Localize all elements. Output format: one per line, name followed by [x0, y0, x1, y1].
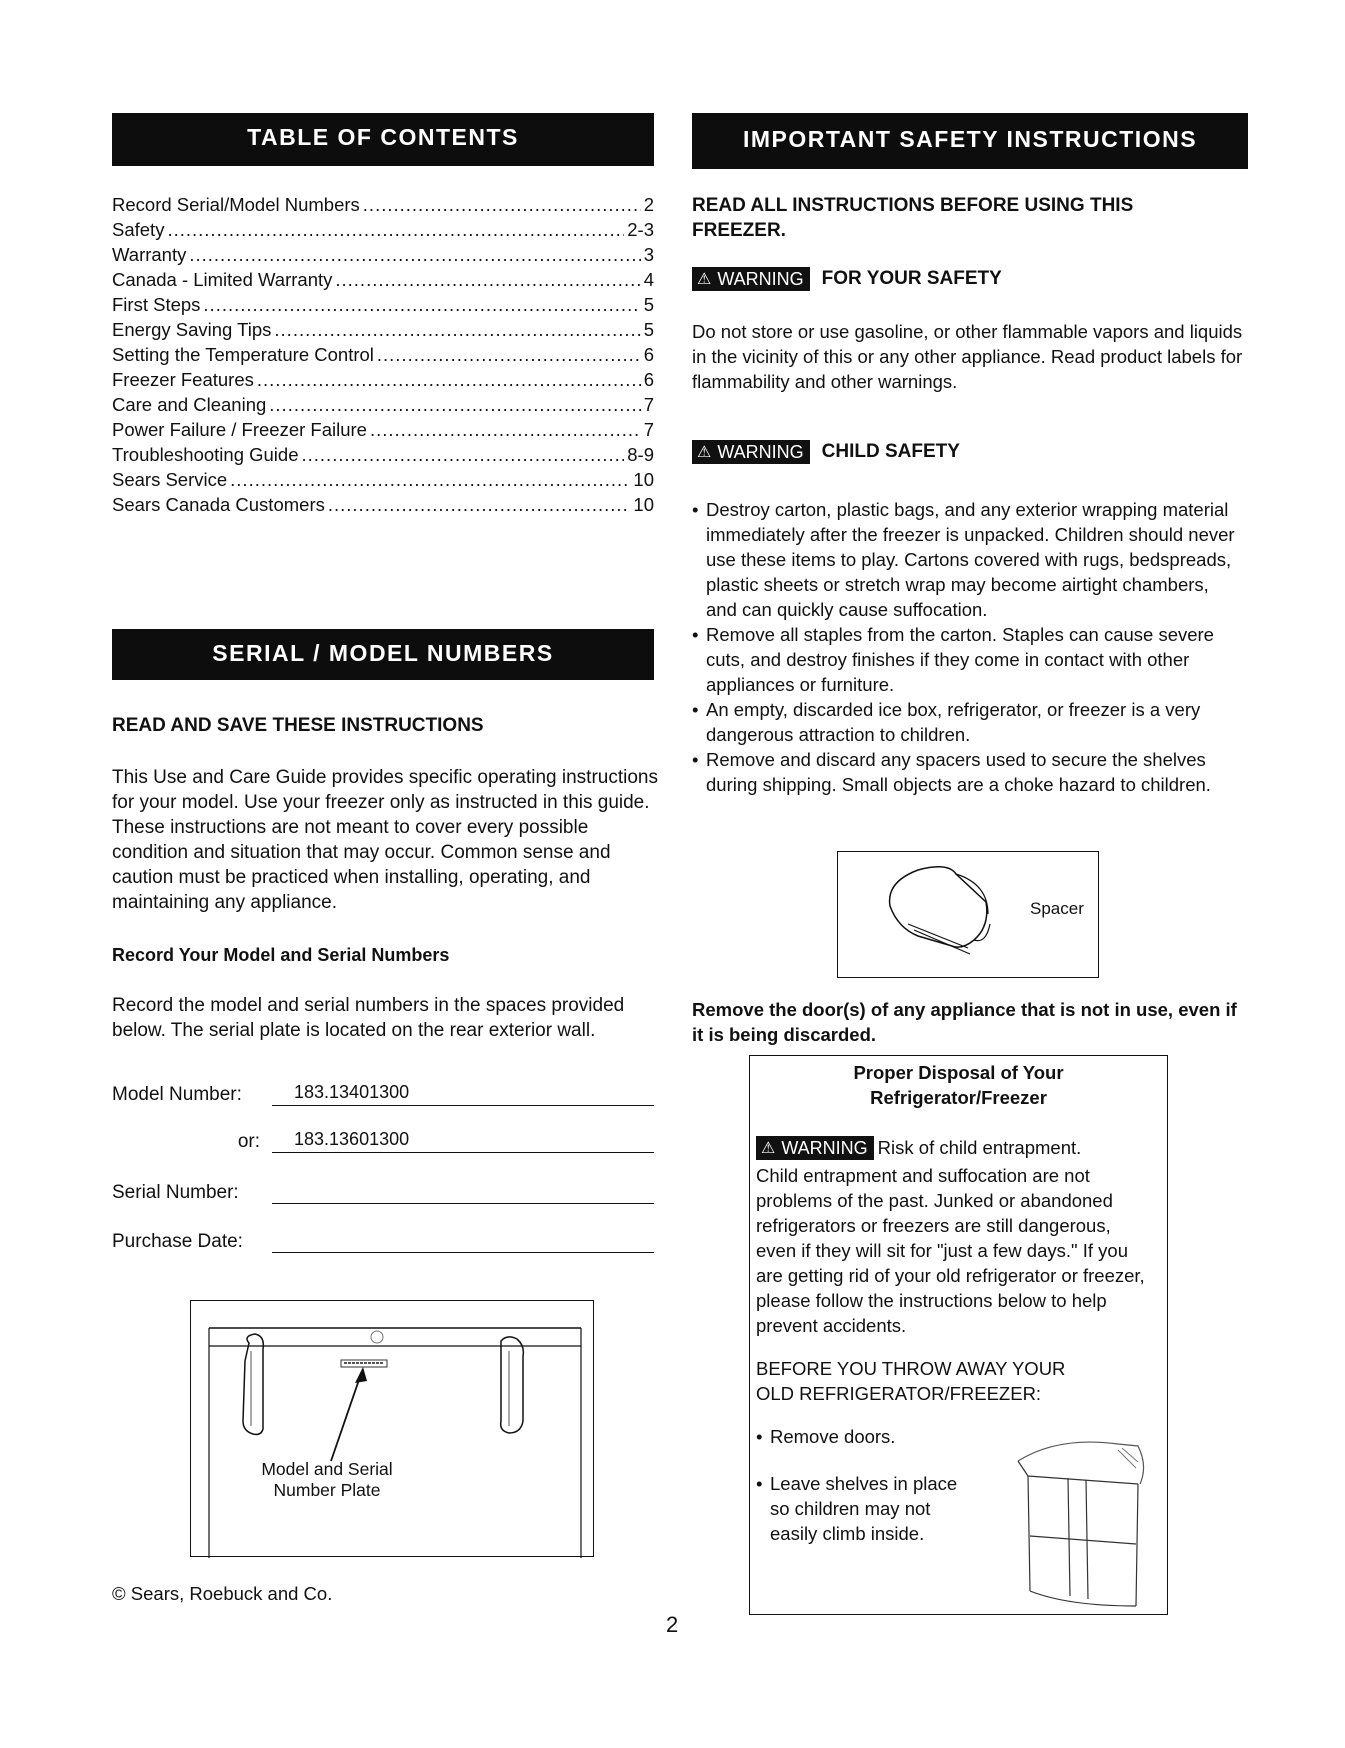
toc-item [112, 344, 654, 369]
toc-item [112, 294, 654, 319]
list-item: • Remove all staples from the carton. Staples can cause severe cuts, and destroy finishes if they come in contact with other appliances or furniture. [692, 622, 1240, 697]
child-safety-list [692, 497, 1240, 797]
warning-badge [692, 440, 810, 464]
list-item: • Remove doors. [756, 1424, 976, 1449]
record-heading: Record Your Model and Serial Numbers [112, 945, 450, 965]
left-column [112, 113, 658, 1604]
toc-item-title: Canada - Limited Warranty [112, 269, 333, 290]
before-throw-heading [756, 1356, 1065, 1406]
disposal-steps [756, 1424, 976, 1546]
toc-item-title: Setting the Temperature Control [112, 344, 374, 365]
toc-leader-dots [377, 344, 641, 366]
purchase-date-row [112, 1226, 654, 1253]
toc-item-page: 7 [643, 394, 654, 415]
serial-number-field[interactable] [272, 1177, 654, 1204]
toc-item-title: Energy Saving Tips [112, 319, 272, 340]
toc-item-title: First Steps [112, 294, 201, 315]
toc-item-page: 4 [643, 269, 654, 290]
toc-leader-dots [189, 244, 640, 266]
toc-item-page: 3 [643, 244, 654, 265]
toc-item-title: Care and Cleaning [112, 394, 267, 415]
toc-item [112, 194, 654, 219]
serial-plate-illustration [190, 1300, 594, 1557]
disposal-title [750, 1060, 1167, 1110]
toc-leader-dots [335, 269, 640, 291]
toc-leader-dots [167, 219, 624, 241]
alt-model-number-value: 183.13601300 [294, 1129, 410, 1149]
spacer-illustration [837, 851, 1099, 978]
warning-triangle-icon: ⚠ [697, 444, 712, 461]
table-of-contents [112, 194, 654, 519]
toc-leader-dots [274, 319, 640, 341]
toc-item-page: 5 [643, 294, 654, 315]
read-all-heading: READ ALL INSTRUCTIONS BEFORE USING THIS FREEZER. [692, 195, 1134, 241]
toc-item-title: Freezer Features [112, 369, 254, 390]
toc-item [112, 419, 654, 444]
intro-paragraph: This Use and Care Guide provides specific operating instructions for your model. Use your freezer only as instructed in this guide. These instructions are not meant to cover every possible condition and situation that may occur. Common sense and caution must be practiced when installing, operating, and maintaining any appliance. [112, 767, 658, 913]
toc-item-page: 8-9 [627, 444, 654, 465]
toc-leader-dots [328, 494, 631, 516]
toc-item-page: 5 [643, 319, 654, 340]
toc-item-title: Sears Service [112, 469, 228, 490]
alt-model-number-row [112, 1126, 654, 1153]
toc-item-page: 2-3 [627, 219, 654, 240]
plate-caption-line-1: Model and Serial [261, 1459, 393, 1479]
serial-number-label: Serial Number: [112, 1182, 239, 1203]
warning-label: WARNING [717, 268, 804, 289]
entrapment-warning [756, 1136, 1081, 1160]
toc-leader-dots [230, 469, 630, 491]
read-save-heading: READ AND SAVE THESE INSTRUCTIONS [112, 715, 484, 736]
toc-leader-dots [203, 294, 640, 316]
toc-item [112, 269, 654, 294]
copyright: © Sears, Roebuck and Co. [112, 1583, 333, 1604]
purchase-date-label: Purchase Date: [112, 1231, 243, 1252]
list-item: • Leave shelves in place so children may not easily climb inside. [756, 1471, 976, 1546]
warning-badge [692, 267, 810, 291]
model-number-value: 183.13401300 [294, 1082, 410, 1102]
your-safety-title: FOR YOUR SAFETY [821, 268, 1002, 289]
toc-item-page: 10 [633, 469, 654, 490]
model-number-label: Model Number: [112, 1084, 242, 1105]
toc-leader-dots [370, 419, 641, 441]
child-safety-title: CHILD SAFETY [821, 441, 960, 462]
disposal-title-line-2: Refrigerator/Freezer [870, 1087, 1047, 1108]
freezer-lid-illustration [191, 1301, 595, 1558]
list-item: • Remove and discard any spacers used to secure the shelves during shipping. Small objects are a choke hazard to children. [692, 747, 1240, 797]
list-item: • Destroy carton, plastic bags, and any exterior wrapping material immediately after the freezer is unpacked. Children should never use these items to play. Cartons covered with rugs, bedspreads, plastic sheets or stretch wrap may become airtight chambers, and can quickly cause suffocation. [692, 497, 1240, 622]
child-safety-warning [692, 440, 960, 464]
toc-leader-dots [302, 444, 625, 466]
toc-item [112, 444, 654, 469]
toc-item [112, 494, 654, 519]
your-safety-text: Do not store or use gasoline, or other flammable vapors and liquids in the vicinity of this or any other appliance. Read product labels for flammability and other warnings. [692, 321, 1243, 392]
plate-caption-line-2: Number Plate [273, 1480, 381, 1500]
right-column [692, 113, 1252, 1544]
remove-doors-warning: Remove the door(s) of any appliance that is not in use, even if it is being discarded. [692, 999, 1237, 1045]
toc-item [112, 369, 654, 394]
purchase-date-field[interactable] [272, 1226, 654, 1253]
serial-banner: SERIAL / MODEL NUMBERS [112, 629, 654, 680]
page-number: 2 [666, 1612, 679, 1637]
disposal-body: Child entrapment and suffocation are not problems of the past. Junked or abandoned refrigerators or freezers are still dangerous, even if they will sit for "just a few days." If you are getting rid of your old refrigerator or freezer, please follow the instructions below to help prevent accidents. [756, 1165, 1145, 1336]
toc-item [112, 219, 654, 244]
toc-item-title: Record Serial/Model Numbers [112, 194, 360, 215]
toc-item-title: Safety [112, 219, 165, 240]
warning-badge [756, 1136, 874, 1160]
toc-item-page: 7 [643, 419, 654, 440]
spacer-label: Spacer [1030, 899, 1084, 918]
warning-triangle-icon: ⚠ [697, 271, 712, 288]
toc-item-title: Warranty [112, 244, 187, 265]
toc-item [112, 244, 654, 269]
toc-item-title: Power Failure / Freezer Failure [112, 419, 367, 440]
warning-label: WARNING [781, 1137, 868, 1158]
toc-leader-dots [269, 394, 640, 416]
disposal-box [749, 1055, 1168, 1615]
warning-label: WARNING [717, 441, 804, 462]
your-safety-warning [692, 267, 1002, 291]
freezer-illustration [998, 1436, 1158, 1611]
before-line-2: OLD REFRIGERATOR/FREEZER: [756, 1383, 1042, 1404]
toc-leader-dots [363, 194, 641, 216]
toc-item [112, 319, 654, 344]
risk-text: Risk of child entrapment. [877, 1137, 1082, 1158]
serial-number-row [112, 1177, 654, 1204]
toc-item [112, 469, 654, 494]
disposal-title-line-1: Proper Disposal of Your [853, 1062, 1064, 1083]
safety-banner: IMPORTANT SAFETY INSTRUCTIONS [692, 113, 1248, 169]
toc-leader-dots [257, 369, 641, 391]
toc-item [112, 394, 654, 419]
list-item: • An empty, discarded ice box, refrigerator, or freezer is a very dangerous attraction to children. [692, 697, 1240, 747]
toc-item-page: 2 [643, 194, 654, 215]
toc-item-page: 6 [643, 369, 654, 390]
model-number-row [112, 1079, 654, 1106]
toc-banner: TABLE OF CONTENTS [112, 113, 654, 166]
toc-item-title: Troubleshooting Guide [112, 444, 299, 465]
record-paragraph: Record the model and serial numbers in the spaces provided below. The serial plate is located on the rear exterior wall. [112, 995, 625, 1041]
alt-model-label: or: [237, 1131, 260, 1152]
plate-caption [191, 1459, 463, 1501]
toc-item-page: 6 [643, 344, 654, 365]
toc-item-title: Sears Canada Customers [112, 494, 325, 515]
model-number-field[interactable] [272, 1079, 654, 1106]
before-line-1: BEFORE YOU THROW AWAY YOUR [756, 1358, 1066, 1379]
warning-triangle-icon: ⚠ [761, 1140, 776, 1157]
toc-item-page: 10 [633, 494, 654, 515]
alt-model-number-field[interactable] [272, 1126, 654, 1153]
